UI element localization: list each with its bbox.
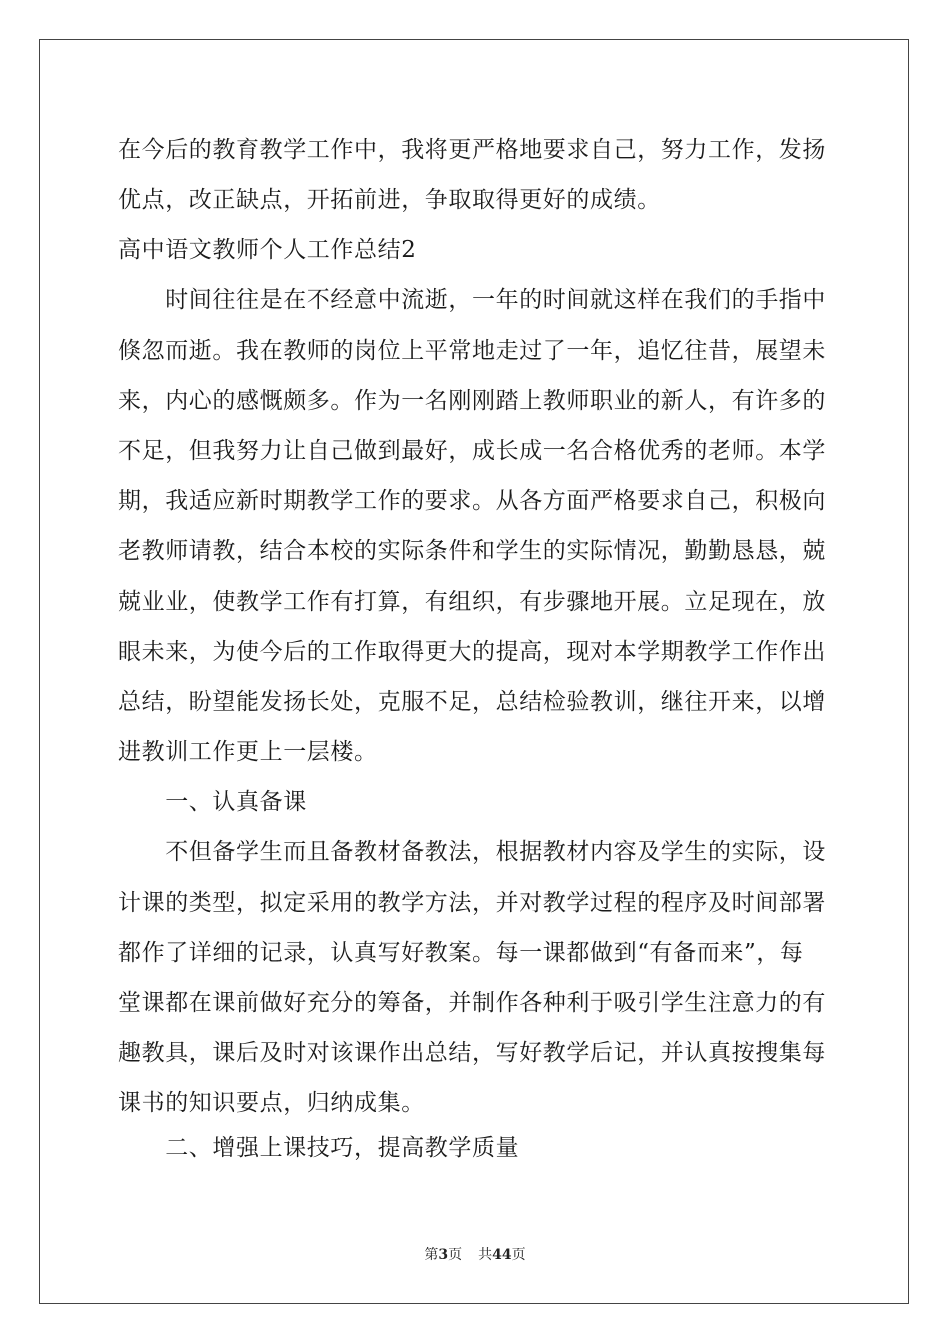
total-pages: 44 [492,1247,512,1263]
section-title: 高中语文教师个人工作总结2 [118,237,417,263]
subheading: 二、增强上课技巧，提高教学质量 [118,1135,520,1161]
text-line: 时间往往是在不经意中流逝，一年的时间就这样在我们的手指中 [118,287,826,313]
page-label-prefix: 第 [424,1247,439,1263]
subheading: 一、认真备课 [118,789,307,815]
text-line: 眼未来，为使今后的工作取得更大的提高，现对本学期教学工作作出 [118,639,826,665]
text-line: 不但备学生而且备教材备教法，根据教材内容及学生的实际，设 [118,839,826,865]
text-line: 总结，盼望能发扬长处，克服不足，总结检验教训，继往开来，以增 [118,689,826,715]
text-line: 趣教具，课后及时对该课作出总结，写好教学后记，并认真按搜集每 [118,1040,826,1066]
text-line: 来，内心的感慨颇多。作为一名刚刚踏上教师职业的新人，有许多的 [118,388,826,414]
text-line: 计课的类型，拟定采用的教学方法，并对教学过程的程序及时间部署 [118,890,826,916]
text-line: 兢业业，使教学工作有打算，有组织，有步骤地开展。立足现在，放 [118,589,826,615]
page-footer [0,1246,950,1264]
text-line: 堂课都在课前做好充分的筹备，并制作各种利于吸引学生注意力的有 [118,990,826,1016]
text-line: 优点，改正缺点，开拓前进，争取取得更好的成绩。 [118,187,661,213]
total-label-suffix: 页 [511,1247,526,1263]
text-line: 课书的知识要点，归纳成集。 [118,1090,425,1116]
total-label-prefix: 共 [478,1247,493,1263]
text-line: 进教训工作更上一层楼。 [118,739,378,765]
text-line: 都作了详细的记录，认真写好教案。每一课都做到“有备而来”，每 [118,940,804,966]
text-line: 在今后的教育教学工作中，我将更严格地要求自己，努力工作，发扬 [118,137,826,163]
page-number: 3 [438,1247,449,1263]
text-line: 期，我适应新时期教学工作的要求。从各方面严格要求自己，积极向 [118,488,826,514]
text-line: 不足，但我努力让自己做到最好，成长成一名合格优秀的老师。本学 [118,438,826,464]
text-line: 老教师请教，结合本校的实际条件和学生的实际情况，勤勤恳恳，兢 [118,538,826,564]
page-label-suffix: 页 [448,1247,463,1263]
text-line: 倏忽而逝。我在教师的岗位上平常地走过了一年，追忆往昔，展望未 [118,338,826,364]
